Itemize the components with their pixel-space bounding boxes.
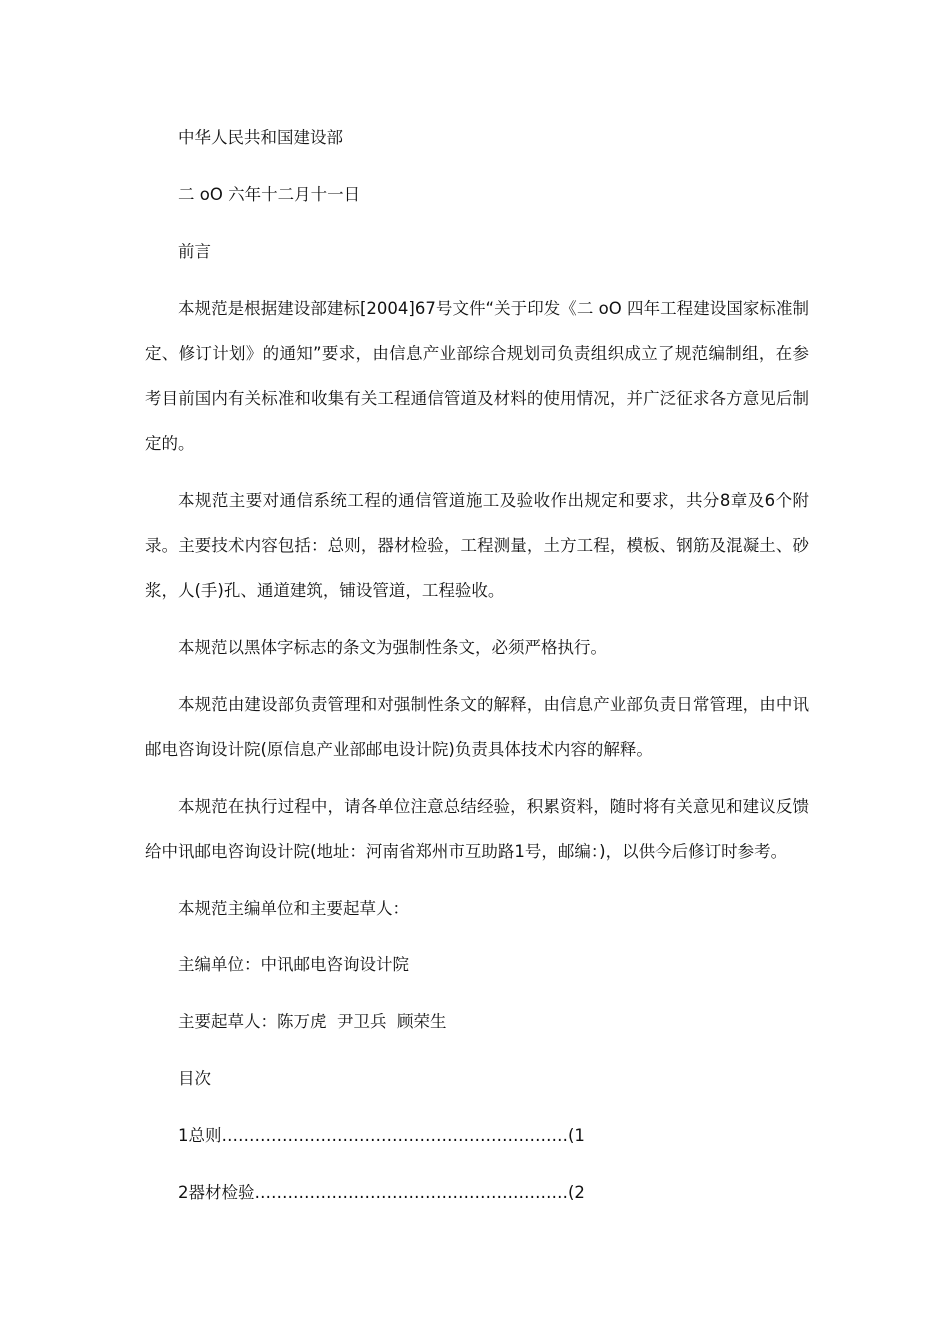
paragraph-line: 考目前国内有关标准和收集有关工程通信管道及材料的使用情况，并广泛征求各方意见后制: [145, 389, 809, 408]
toc-entry[interactable]: 1总则………………………………………………………(1: [178, 1126, 585, 1145]
date-line: 二 oO 六年十二月十一日: [178, 185, 361, 204]
preface-heading: 前言: [178, 242, 211, 261]
toc-entry[interactable]: 2器材检验…………………………………………………(2: [178, 1183, 585, 1202]
chief-unit-line: 主编单位：中讯邮电咨询设计院: [178, 955, 409, 974]
issuer-line: 中华人民共和国建设部: [178, 128, 343, 147]
paragraph-line: 本规范在执行过程中，请各单位注意总结经验，积累资料，随时将有关意见和建议反馈: [178, 797, 809, 816]
paragraph-line: 邮电咨询设计院(原信息产业部邮电设计院)负责具体技术内容的解释。: [145, 740, 653, 759]
editors-heading: 本规范主编单位和主要起草人：: [178, 899, 409, 918]
mandatory-clause-note: 本规范以黑体字标志的条文为强制性条文，必须严格执行。: [178, 638, 607, 657]
paragraph-line: 本规范由建设部负责管理和对强制性条文的解释，由信息产业部负责日常管理，由中讯: [178, 695, 809, 714]
toc-heading: 目次: [178, 1069, 211, 1088]
paragraph-line: 录。主要技术内容包括：总则，器材检验，工程测量，土方工程，模板、钢筋及混凝土、砂: [145, 536, 809, 555]
paragraph-line: 定、修订计划》的通知”要求，由信息产业部综合规划司负责组织成立了规范编制组，在参: [145, 344, 809, 363]
paragraph-line: 本规范是根据建设部建标[2004]67号文件“关于印发《二 oO 四年工程建设国家标准制: [178, 299, 809, 318]
paragraph-line: 给中讯邮电咨询设计院(地址：河南省郑州市互助路1号，邮编：)，以供今后修订时参考。: [145, 842, 788, 861]
paragraph-line: 本规范主要对通信系统工程的通信管道施工及验收作出规定和要求，共分8章及6个附: [178, 491, 809, 510]
paragraph-line: 浆，人(手)孔、通道建筑，铺设管道，工程验收。: [145, 581, 505, 600]
drafters-line: 主要起草人：陈万虎 尹卫兵 顾荣生: [178, 1012, 447, 1031]
paragraph-line: 定的。: [145, 434, 195, 453]
